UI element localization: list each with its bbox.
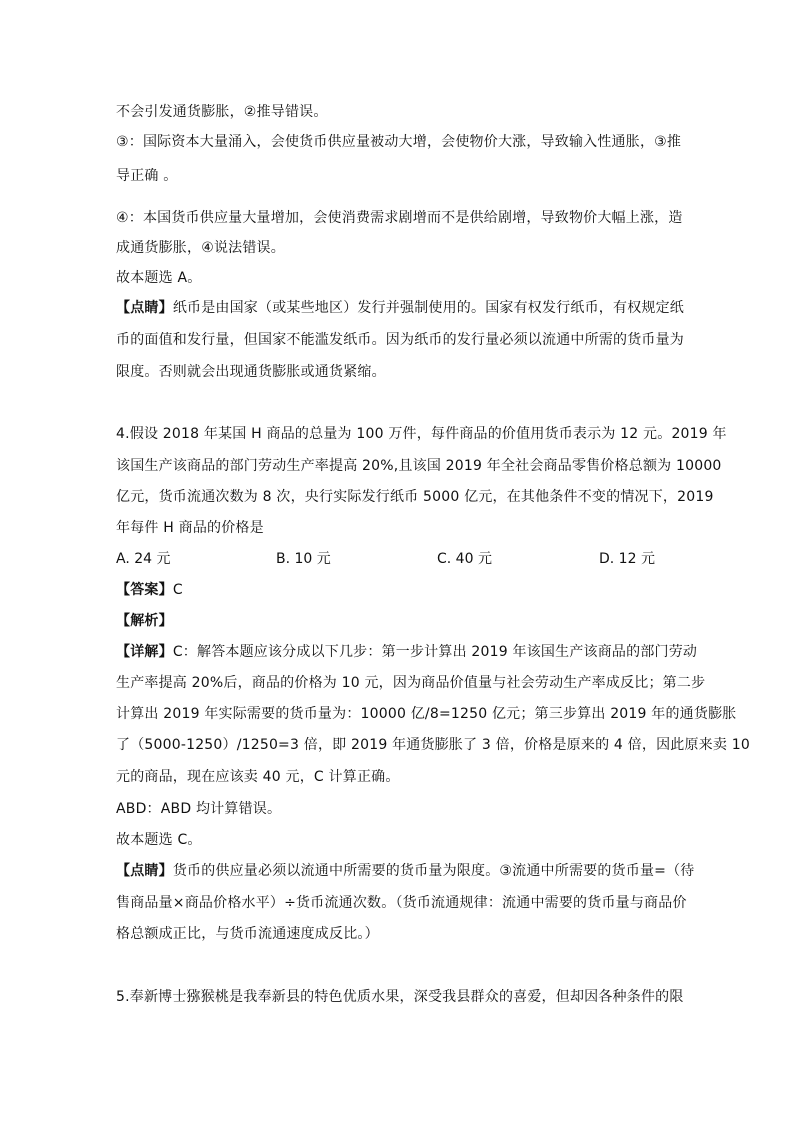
question-4-stem: 4.假设 2018 年某国 H 商品的总量为 100 万件，每件商品的价值用货币表示为 12 元。2019 年 — [116, 426, 727, 442]
text-line: 故本题选 A。 — [116, 270, 202, 286]
text-line: 生产率提高 20%后，商品的价格为 10 元，因为商品价值量与社会劳动生产率成反比；第二步 — [116, 675, 706, 691]
text-line: 年每件 H 商品的价格是 — [116, 520, 264, 536]
answer-tag: 【答案】 — [116, 582, 173, 598]
answer-line — [116, 580, 183, 600]
option-d: D. 12 元 — [599, 551, 655, 567]
text-line: 故本题选 C。 — [116, 832, 202, 848]
detail-paragraph — [116, 642, 697, 662]
text-line: 限度。否则就会出现通货膨胀或通货紧缩。 — [116, 364, 386, 380]
text-line: 成通货膨胀，④说法错误。 — [116, 240, 285, 256]
text-line: 计算出 2019 年实际需要的货币量为：10000 亿/8=1250 亿元；第三步算出 2019 年的通货膨胀 — [116, 706, 737, 722]
option-c: C. 40 元 — [437, 551, 492, 567]
dianjing-tag: 【点睛】 — [116, 863, 173, 879]
dianjing-text: 纸币是由国家（或某些地区）发行并强制使用的。国家有权发行纸币，有权规定纸 — [172, 300, 685, 316]
option-a: A. 24 元 — [116, 551, 171, 567]
text-line: 该国生产该商品的部门劳动生产率提高 20%,且该国 2019 年全社会商品零售价格总额为 10000 — [116, 458, 722, 474]
answer-value: C — [172, 582, 183, 598]
text-line: 了（5000-1250）/1250=3 倍，即 2019 年通货膨胀了 3 倍，价格是原来的 4 倍，因此原来卖 10 — [116, 737, 750, 753]
text-line: 元的商品，现在应该卖 40 元，C 计算正确。 — [116, 769, 400, 785]
text-line: 格总额成正比，与货币流通速度成反比。） — [116, 926, 379, 942]
analysis-tag: 【解析】 — [116, 613, 173, 629]
dianjing-tag: 【点睛】 — [116, 300, 173, 316]
text-line: 币的面值和发行量，但国家不能滥发纸币。因为纸币的发行量必须以流通中所需的货币量为 — [116, 332, 684, 348]
dianjing-paragraph — [116, 298, 684, 318]
dianjing-paragraph — [116, 861, 695, 881]
question-5-stem: 5.奉新博士猕猴桃是我奉新县的特色优质水果，深受我县群众的喜爱，但却因各种条件的限 — [116, 989, 684, 1005]
detail-tag: 【详解】 — [116, 644, 173, 660]
text-line: 售商品量×商品价格水平）÷货币流通次数。（货币流通规律：流通中需要的货币量与商品价 — [116, 895, 687, 911]
text-line: ④：本国货币供应量大量增加，会使消费需求剧增而不是供给剧增，导致物价大幅上涨，造 — [116, 210, 683, 226]
text-line: ABD：ABD 均计算错误。 — [116, 801, 282, 817]
dianjing-text: 货币的供应量必须以流通中所需要的货币量为限度。③流通中所需要的货币量=（待 — [172, 863, 695, 879]
detail-text: C：解答本题应该分成以下几步：第一步计算出 2019 年该国生产该商品的部门劳动 — [172, 644, 698, 660]
option-b: B. 10 元 — [276, 551, 331, 567]
text-line: ③：国际资本大量涌入，会使货币供应量被动大增，会使物价大涨，导致输入性通胀，③推 — [116, 134, 682, 150]
text-line: 亿元，货币流通次数为 8 次，央行实际发行纸币 5000 亿元，在其他条件不变的情况下，2019 — [116, 489, 714, 505]
text-line: 导正确 。 — [116, 168, 178, 184]
text-line: 不会引发通货膨胀，②推导错误。 — [116, 104, 328, 120]
